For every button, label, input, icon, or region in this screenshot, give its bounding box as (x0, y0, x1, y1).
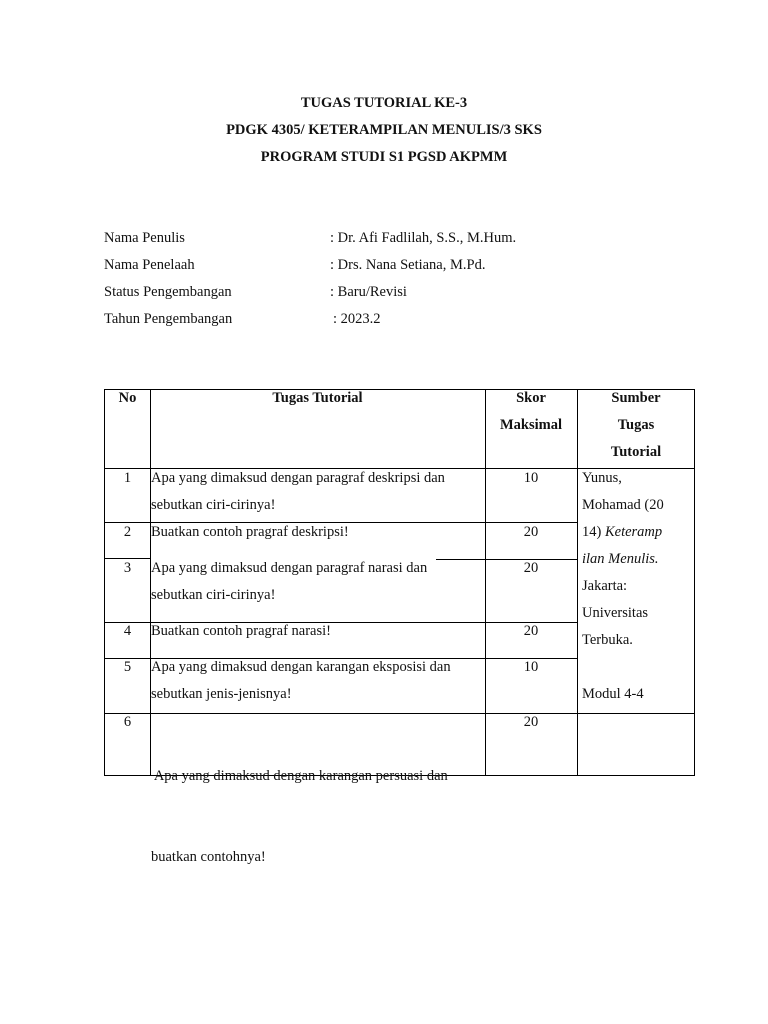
max-score: 20 (523, 560, 539, 576)
meta-value: : Dr. Afi Fadlilah, S.S., M.Hum. (330, 230, 517, 246)
meta-value: : Baru/Revisi (330, 284, 407, 300)
max-score: 20 (523, 714, 539, 730)
task-text (151, 709, 485, 925)
task-line: buatkan contohnya! (151, 849, 266, 865)
max-score: 10 (523, 470, 539, 486)
task-text (151, 555, 485, 609)
task-line: sebutkan jenis-jenisnya! (151, 686, 292, 702)
source-module: Modul 4-4 (582, 686, 644, 702)
meta-label: Nama Penelaah (104, 257, 195, 273)
book-title-part: Keteramp (604, 524, 663, 540)
max-score: 20 (523, 623, 539, 639)
meta-value: : Drs. Nana Setiana, M.Pd. (330, 257, 486, 273)
header-no: No (118, 390, 137, 406)
task-line: Apa yang dimaksud dengan karangan persuasi dan (151, 768, 448, 784)
course-title: PDGK 4305/ KETERAMPILAN MENULIS/3 SKS (226, 122, 542, 138)
book-title-part: ilan Menulis. (582, 551, 659, 567)
header-sumber-line: Tugas (617, 417, 655, 433)
source-line: Yunus, (582, 470, 622, 486)
header-tugas-tutorial: Tugas Tutorial (272, 390, 363, 406)
row-number: 5 (123, 659, 132, 675)
row-number: 3 (123, 560, 132, 576)
meta-label: Tahun Pengembangan (104, 311, 233, 327)
source-line (582, 519, 694, 546)
row-number: 1 (123, 470, 132, 486)
header-sumber-tugas (577, 385, 695, 466)
source-line: Terbuka. (582, 632, 633, 648)
max-score: 10 (523, 659, 539, 675)
task-line: sebutkan ciri-cirinya! (151, 587, 276, 603)
source-line-part: 14) (582, 524, 605, 540)
row-number: 2 (123, 524, 132, 540)
row-number: 4 (123, 623, 132, 639)
row-number: 6 (123, 714, 132, 730)
meta-value: : 2023.2 (333, 311, 381, 327)
source-line: Universitas (582, 605, 649, 621)
document-title: TUGAS TUTORIAL KE-3 (300, 95, 468, 111)
task-line: Apa yang dimaksud dengan paragraf narasi dan (151, 560, 428, 576)
program-title: PROGRAM STUDI S1 PGSD AKPMM (260, 149, 508, 165)
meta-label: Nama Penulis (104, 230, 185, 246)
header-skor-maksimal (485, 385, 577, 439)
header-skor-line: Skor (516, 390, 546, 406)
task-text (151, 654, 485, 708)
task-text (151, 465, 485, 519)
tutorial-table (104, 389, 695, 865)
task-line: sebutkan ciri-cirinya! (151, 497, 276, 513)
meta-label: Status Pengembangan (104, 284, 232, 300)
header-sumber-line: Tutorial (610, 444, 662, 460)
source-reference (582, 465, 694, 708)
header-sumber-line: Sumber (611, 390, 661, 406)
source-line: Jakarta: (582, 578, 628, 594)
source-line: Mohamad (20 (582, 497, 664, 513)
header-skor-line: Maksimal (499, 417, 563, 433)
task-line: Apa yang dimaksud dengan karangan eksposisi dan (151, 659, 451, 675)
max-score: 20 (523, 524, 539, 540)
task-text: Buatkan contoh pragraf deskripsi! (151, 524, 349, 540)
task-text: Buatkan contoh pragraf narasi! (151, 623, 331, 639)
task-line: Apa yang dimaksud dengan paragraf deskripsi dan (151, 470, 445, 486)
